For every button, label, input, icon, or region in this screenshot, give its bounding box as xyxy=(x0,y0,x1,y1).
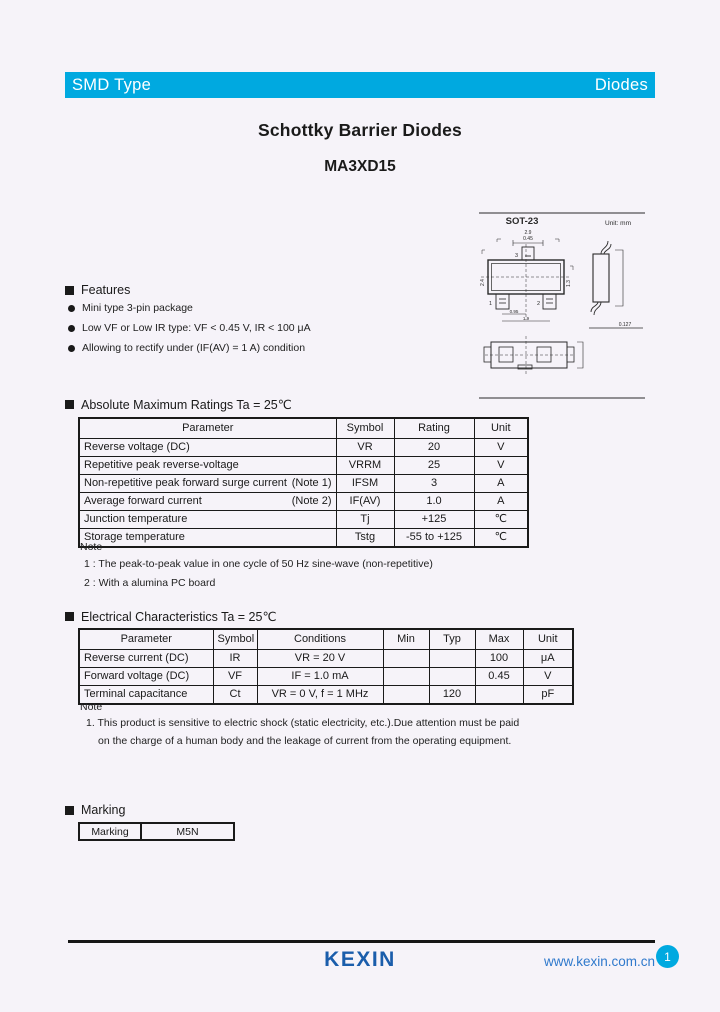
elec-note-label: Note xyxy=(80,701,103,713)
rating-cell: 20 xyxy=(394,439,474,457)
parameter-cell: Reverse voltage (DC) xyxy=(79,439,336,457)
dim-side-label: 1.3 xyxy=(566,280,572,287)
symbol-cell: Ct xyxy=(213,686,257,705)
symbol-cell: IR xyxy=(213,650,257,668)
parameter-cell: Reverse current (DC) xyxy=(79,650,213,668)
rating-cell: 3 xyxy=(394,475,474,493)
col-max: Max xyxy=(475,629,523,650)
col-typ: Typ xyxy=(429,629,475,650)
unit-cell: μA xyxy=(523,650,573,668)
symbol-cell: Tj xyxy=(336,511,394,529)
elec-note-line-2: on the charge of a human body and the leakage of current from the operating equipment. xyxy=(98,735,512,747)
page-number-badge: 1 xyxy=(656,945,679,968)
abs-note-label: Note xyxy=(80,541,103,553)
abs-max-heading-label: Absolute Maximum Ratings Ta = 25℃ xyxy=(81,398,292,412)
symbol-cell: IFSM xyxy=(336,475,394,493)
website-link[interactable]: www.kexin.com.cn xyxy=(543,954,655,969)
unit-cell: V xyxy=(474,439,528,457)
dim-lead-width-label: 0.45 xyxy=(523,236,533,242)
section-square-icon xyxy=(65,612,74,621)
package-name-label: SOT-23 xyxy=(505,216,539,227)
col-parameter: Parameter xyxy=(79,629,213,650)
elec-char-table xyxy=(78,628,574,705)
symbol-cell: IF(AV) xyxy=(336,493,394,511)
dim-pitch-label: 0.95 xyxy=(509,309,519,314)
elec-heading-label: Electrical Characteristics Ta = 25℃ xyxy=(81,610,277,624)
elec-heading xyxy=(65,609,276,624)
unit-cell: pF xyxy=(523,686,573,705)
conditions-cell: VR = 0 V, f = 1 MHz xyxy=(257,686,383,705)
col-unit: Unit xyxy=(523,629,573,650)
page-title: Schottky Barrier Diodes xyxy=(258,120,462,140)
max-cell xyxy=(475,686,523,705)
features-heading xyxy=(65,283,130,297)
max-cell: 100 xyxy=(475,650,523,668)
marking-heading xyxy=(65,803,125,817)
dim-body-width-label: 2.9 xyxy=(524,230,532,236)
rating-cell: +125 xyxy=(394,511,474,529)
min-cell xyxy=(383,686,429,705)
pin2-label: 2 xyxy=(536,301,540,307)
marking-heading-label: Marking xyxy=(81,803,126,817)
unit-label: Unit: mm xyxy=(605,220,631,227)
section-square-icon xyxy=(65,806,74,815)
symbol-cell: Tstg xyxy=(336,529,394,548)
parameter-cell: Storage temperature xyxy=(79,529,336,548)
feature-item xyxy=(68,322,311,334)
header-bar xyxy=(65,72,655,98)
parameter-cell: Junction temperature xyxy=(79,511,336,529)
feature-text: Mini type 3-pin package xyxy=(82,302,193,314)
elec-char-row xyxy=(79,668,573,686)
kexin-logo: KEXIN xyxy=(324,948,396,971)
col-rating: Rating xyxy=(394,418,474,439)
package-diagram xyxy=(477,210,649,402)
unit-cell: ℃ xyxy=(474,511,528,529)
section-square-icon xyxy=(65,400,74,409)
elec-char-row xyxy=(79,650,573,668)
parameter-cell: Average forward current (Note 2) xyxy=(79,493,336,511)
dim-body-height-label: 2.4 xyxy=(480,279,486,286)
abs-max-row xyxy=(79,457,528,475)
col-unit: Unit xyxy=(474,418,528,439)
unit-cell: ℃ xyxy=(474,529,528,548)
col-symbol: Symbol xyxy=(336,418,394,439)
symbol-cell: VF xyxy=(213,668,257,686)
col-conditions: Conditions xyxy=(257,629,383,650)
col-min: Min xyxy=(383,629,429,650)
abs-max-header-row xyxy=(79,418,528,439)
unit-cell: A xyxy=(474,493,528,511)
symbol-cell: VR xyxy=(336,439,394,457)
feature-item xyxy=(68,302,311,314)
bullet-icon xyxy=(68,325,75,332)
section-square-icon xyxy=(65,286,74,295)
min-cell xyxy=(383,650,429,668)
abs-note-line: 2 : With a alumina PC board xyxy=(84,577,216,589)
marking-value-cell: M5N xyxy=(176,825,199,838)
typ-cell xyxy=(429,668,475,686)
unit-cell: A xyxy=(474,475,528,493)
conditions-cell: VR = 20 V xyxy=(257,650,383,668)
feature-item xyxy=(68,342,311,354)
features-list xyxy=(68,302,311,354)
pin1-label: 1 xyxy=(488,301,492,307)
abs-max-row xyxy=(79,511,528,529)
header-right-label: Diodes xyxy=(594,75,648,94)
elec-char-row xyxy=(79,686,573,705)
dim-thickness-label: 0.127 xyxy=(618,322,632,328)
parameter-cell: Terminal capacitance xyxy=(79,686,213,705)
parameter-cell: Non-repetitive peak forward surge current (Note 1) xyxy=(79,475,336,493)
parameter-cell: Forward voltage (DC) xyxy=(79,668,213,686)
symbol-cell: VRRM xyxy=(336,457,394,475)
abs-max-table xyxy=(78,417,529,548)
abs-notes xyxy=(84,558,433,589)
unit-cell: V xyxy=(523,668,573,686)
typ-cell xyxy=(429,650,475,668)
abs-note-line: 1 : The peak-to-peak value in one cycle of 50 Hz sine-wave (non-repetitive) xyxy=(84,558,433,570)
abs-max-row xyxy=(79,475,528,493)
col-symbol: Symbol xyxy=(213,629,257,650)
bullet-icon xyxy=(68,345,75,352)
rating-cell: 25 xyxy=(394,457,474,475)
rating-cell: 1.0 xyxy=(394,493,474,511)
col-parameter: Parameter xyxy=(79,418,336,439)
rating-cell: -55 to +125 xyxy=(394,529,474,548)
pin3-label: 3 xyxy=(514,253,518,259)
marking-table xyxy=(78,822,235,841)
part-number: MA3XD15 xyxy=(324,158,396,175)
abs-max-row xyxy=(79,439,528,457)
marking-label-cell: Marking xyxy=(80,824,142,839)
elec-note-line-1: 1. This product is sensitive to electric shock (static electricity, etc.).Due attention must be paid xyxy=(86,717,520,729)
header-left-label: SMD Type xyxy=(72,75,152,94)
feature-text: Low VF or Low IR type: VF < 0.45 V, IR < 100 μA xyxy=(82,322,311,334)
min-cell xyxy=(383,668,429,686)
features-heading-label: Features xyxy=(81,283,131,297)
dim-span-label: 1.9 xyxy=(522,316,530,321)
abs-max-heading xyxy=(65,397,292,412)
parameter-cell: Repetitive peak reverse-voltage xyxy=(79,457,336,475)
conditions-cell: IF = 1.0 mA xyxy=(257,668,383,686)
elec-header-row xyxy=(79,629,573,650)
abs-max-row xyxy=(79,493,528,511)
unit-cell: V xyxy=(474,457,528,475)
bullet-icon xyxy=(68,305,75,312)
max-cell: 0.45 xyxy=(475,668,523,686)
feature-text: Allowing to rectify under (IF(AV) = 1 A) condition xyxy=(82,342,306,354)
footer-divider xyxy=(68,940,655,943)
typ-cell: 120 xyxy=(429,686,475,705)
abs-max-row xyxy=(79,529,528,548)
